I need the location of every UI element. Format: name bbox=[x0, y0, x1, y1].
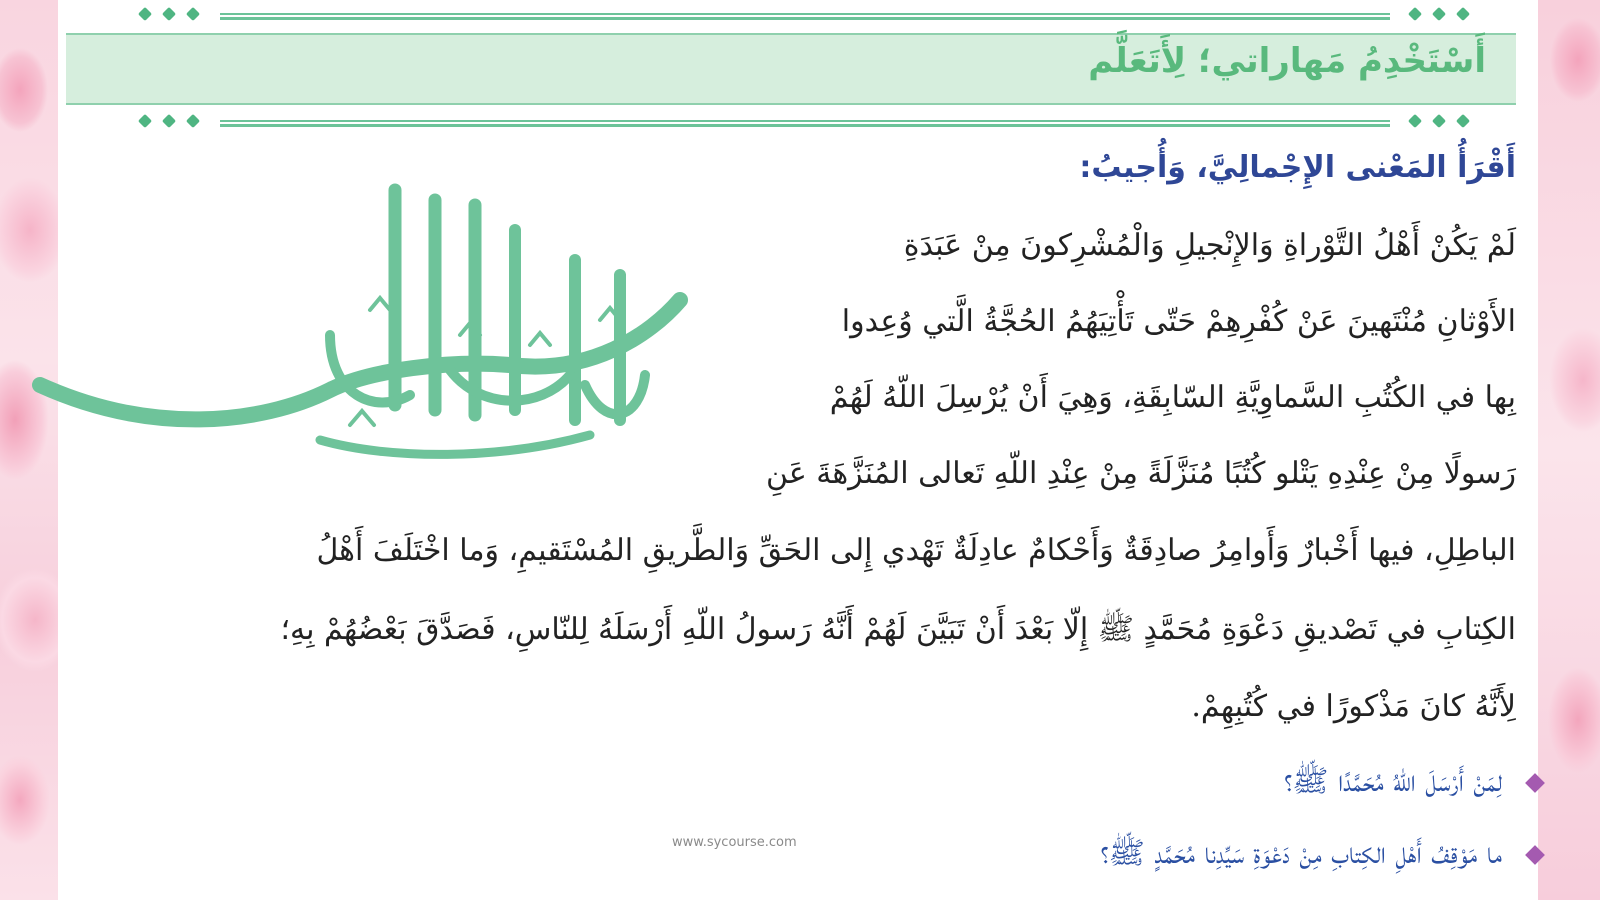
banner-title: أَسْتَخْدِمُ مَهاراتي؛ لِأَتَعَلَّم bbox=[1088, 41, 1486, 81]
ornament-line bbox=[220, 120, 1390, 124]
paragraph-line: الأَوْثانِ مُنْتَهينَ عَنْ كُفْرِهِمْ حَتّى تَأْتِيَهُمُ الحُجَّةُ الَّتي وُعِدوا bbox=[841, 304, 1516, 339]
calligraphy-image bbox=[30, 160, 690, 490]
ornament-line bbox=[220, 13, 1390, 17]
diamond-bullet-icon bbox=[1525, 845, 1545, 865]
paragraph-line: لِأَنَّهُ كانَ مَذْكورًا في كُتُبِهِمْ. bbox=[1191, 689, 1516, 724]
paragraph-line: الكِتابِ في تَصْديقِ دَعْوَةِ مُحَمَّدٍ ﷺ إِلّا بَعْدَ أَنْ تَبَيَّنَ لَهُمْ أَنَّهُ رَسولُ اللّهِ أَرْسَلَهُ لِلنّاسِ، فَصَدَّقَ بَعْضُهُمْ بِهِ؛ bbox=[280, 612, 1516, 647]
question-item bbox=[1100, 834, 1542, 874]
question-text: لِمَنْ أَرْسَلَ اللّهُ مُحَمَّدًا ﷺ؟ bbox=[1283, 764, 1502, 799]
paragraph-line: بِها في الكُتُبِ السَّماوِيَّةِ السّابِقَةِ، وَهِيَ أَنْ يُرْسِلَ اللّهُ لَهُمْ bbox=[829, 380, 1516, 415]
diamond-dots-icon bbox=[140, 9, 198, 19]
paragraph-line: رَسولًا مِنْ عِنْدِهِ يَتْلو كُتُبًا مُنَزَّلَةً مِنْ عِنْدِ اللّهِ تَعالى المُنَزَّهَةَ عَنِ bbox=[766, 456, 1516, 491]
watermark: www.sycourse.com bbox=[672, 835, 797, 850]
question-text: ما مَوْقِفُ أَهْلِ الكِتابِ مِنْ دَعْوَةِ سَيِّدِنا مُحَمَّدٍ ﷺ؟ bbox=[1100, 836, 1502, 871]
paragraph-line: لَمْ يَكُنْ أَهْلُ التَّوْراةِ وَالإِنْجيلِ وَالْمُشْرِكونَ مِنْ عَبَدَةِ bbox=[903, 228, 1516, 263]
diamond-dots-icon bbox=[140, 116, 198, 126]
paragraph-line: الباطِلِ، فيها أَخْبارٌ وَأَوامِرُ صادِقَةٌ وَأَحْكامٌ عادِلَةٌ تَهْدي إِلى الحَقِّ وَالطَّريقِ المُسْتَقيمِ، وَما اخْتَلَفَ أَهْلُ bbox=[316, 533, 1516, 568]
diamond-bullet-icon bbox=[1525, 773, 1545, 793]
diamond-dots-icon bbox=[1410, 9, 1468, 19]
question-item bbox=[1284, 762, 1542, 802]
diamond-dots-icon bbox=[1410, 116, 1468, 126]
bottom-ornament-row bbox=[70, 116, 1540, 132]
top-ornament-row bbox=[70, 9, 1540, 25]
section-heading: أَقْرَأُ المَعْنى الإِجْمالِيَّ، وَأُجيبُ: bbox=[1079, 150, 1516, 185]
floral-border-right bbox=[1538, 0, 1600, 900]
section-banner bbox=[66, 33, 1516, 105]
